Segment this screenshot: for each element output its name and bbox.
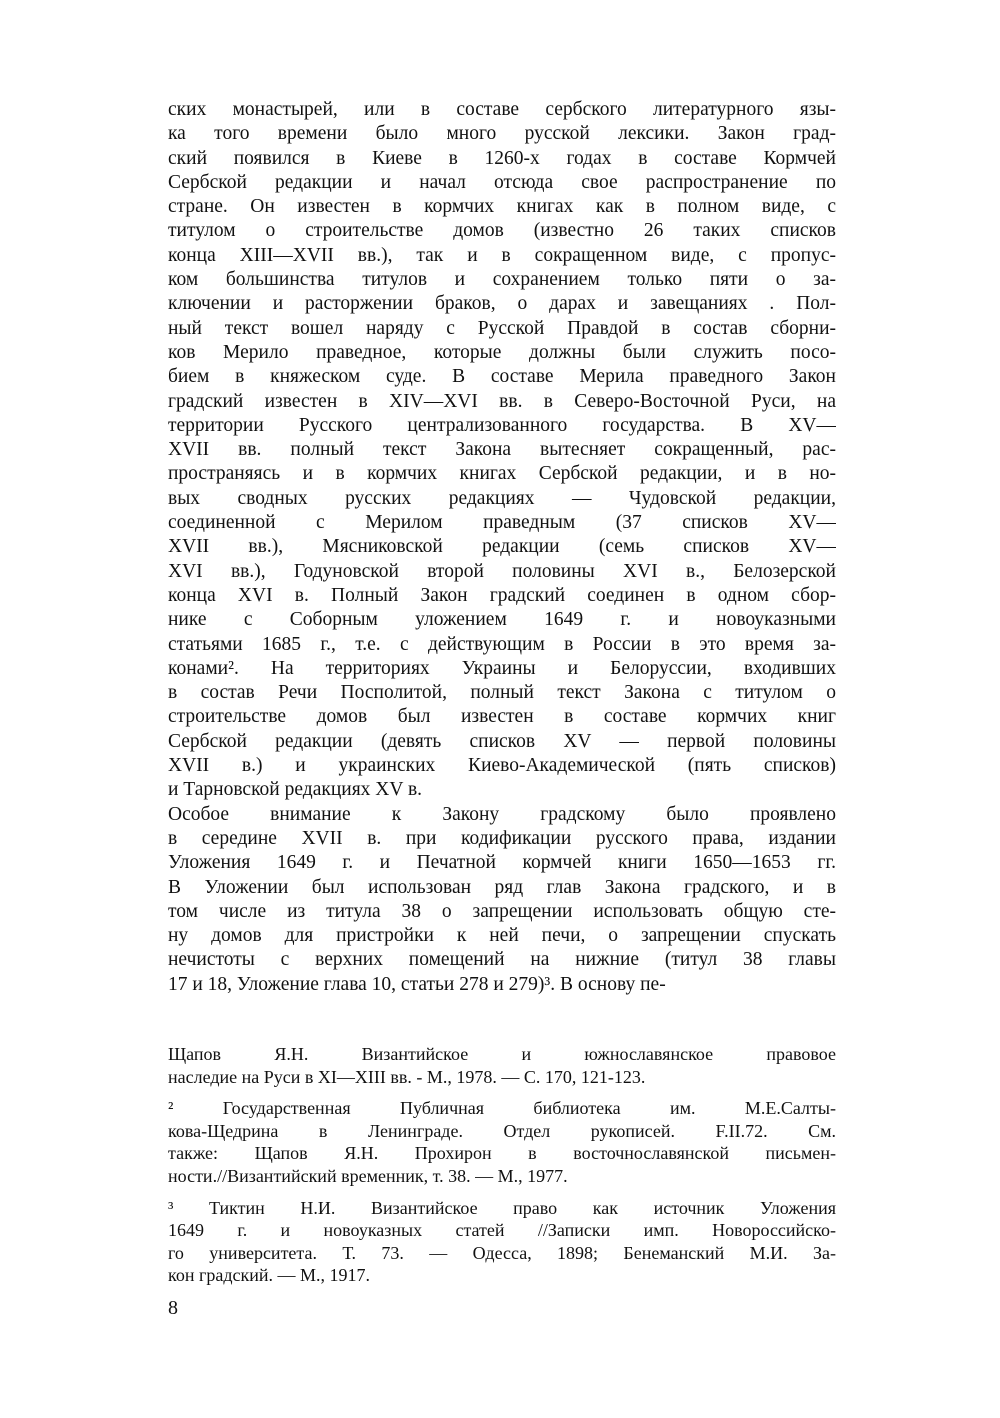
body-line: Сербской редакции и начал отсюда свое распространение по: [168, 171, 836, 193]
body-line: Сербской редакции (девять списков XV — первой половины: [168, 730, 836, 752]
body-line: ский появился в Киеве в 1260-х годах в составе Кормчей: [168, 147, 836, 169]
body-line: титулом о строительстве домов (известно 26 таких списков: [168, 220, 836, 242]
body-line: нике с Соборным уложением 1649 г. и новоуказными: [168, 609, 836, 631]
footnote-line: наследие на Руси в XI—XIII вв. - М., 1978. — С. 170, 121-123.: [168, 1066, 646, 1087]
footnote-line: кова-Щедрина в Ленинграде. Отдел рукописей. F.II.72. См.: [168, 1120, 836, 1141]
body-line: в середине XVII в. при кодификации русского права, издании: [168, 827, 836, 849]
body-line: 17 и 18, Уложение глава 10, статьи 278 и 279)³. В основу пе-: [168, 973, 666, 995]
footnote-2: [168, 1097, 836, 1187]
body-line: Особое внимание к Закону градскому было проявлено: [168, 803, 836, 825]
body-line: том числе из титула 38 о запрещении использовать общую сте-: [168, 900, 836, 922]
body-line: территории Русского централизованного государства. В XV—: [168, 414, 836, 436]
footnote-line: ³ Тиктин Н.И. Византийское право как источник Уложения: [168, 1197, 836, 1218]
body-line: строительстве домов был известен в составе кормчих книг: [168, 706, 836, 728]
body-line: ком большинства титулов и сохранением только пяти о за-: [168, 269, 836, 291]
footnote-3: [168, 1197, 836, 1287]
body-line: XVII вв. полный текст Закона вытесняет сокращенный, рас-: [168, 439, 836, 461]
footnote-line: го университета. Т. 73. — Одесса, 1898; Бенеманский М.И. За-: [168, 1242, 836, 1263]
body-line: ских монастырей, или в составе сербского литературного язы-: [168, 99, 836, 120]
body-line: ка того времени было много русской лексики. Закон град-: [168, 123, 836, 145]
body-line: конами². На территориях Украины и Белоруссии, входивших: [168, 657, 836, 679]
page-number: 8: [168, 1297, 178, 1319]
body-line: статьями 1685 г., т.е. с действующим в России в это время за-: [168, 633, 836, 655]
body-line: конца XVI в. Полный Закон градский соединен в одном сбор-: [168, 584, 836, 606]
body-line: В Уложении был использован ряд глав Закона градского, и в: [168, 876, 836, 898]
body-line: ну домов для пристройки к ней печи, о запрещении спускать: [168, 925, 836, 947]
body-line: ный текст вошел наряду с Русской Правдой в состав сборни-: [168, 317, 836, 339]
body-line: конца XIII—XVII вв.), так и в сокращенном виде, с пропус-: [168, 244, 836, 266]
body-line: градский известен в XIV—XVI вв. в Северо-Восточной Руси, на: [168, 390, 836, 412]
body-line: XVII в.) и украинских Киево-Академической (пять списков): [168, 755, 836, 777]
footnote-line: также: Щапов Я.Н. Прохирон в восточнославянской письмен-: [168, 1143, 836, 1164]
body-line: ключении и расторжении браков, о дарах и завещаниях . Пол-: [168, 293, 836, 315]
footnote-line: ности.//Византийский временник, т. 38. — М., 1977.: [168, 1165, 568, 1186]
footnote-1: [168, 1043, 836, 1088]
body-line: в состав Речи Посполитой, полный текст Закона с титулом о: [168, 682, 836, 704]
footnote-gap: [168, 1088, 836, 1097]
body-line: ков Мерило праведное, которые должны были служить посо-: [168, 341, 836, 363]
body-line: нечистоты с верхних помещений на нижние (титул 38 главы: [168, 949, 836, 971]
footnote-line: Щапов Я.Н. Византийское и южнославянское правовое: [168, 1044, 836, 1064]
body-line: бием в княжеском суде. В составе Мерила праведного Закон: [168, 366, 836, 388]
body-line: XVI вв.), Годуновской второй половины XVI в., Белозерской: [168, 560, 836, 582]
body-line: и Тарновской редакциях XV в.: [168, 779, 423, 801]
body-line: XVII вв.), Мясниковской редакции (семь списков XV—: [168, 536, 836, 558]
body-line: пространяясь и в кормчих книгах Сербской редакции, и в но-: [168, 463, 836, 485]
footnotes: [168, 1043, 836, 1287]
body-line: стране. Он известен в кормчих книгах как в полном виде, с: [168, 196, 836, 218]
footnote-gap: [168, 1188, 836, 1197]
footnote-line: ² Государственная Публичная библиотека им. М.Е.Салты-: [168, 1098, 836, 1119]
body-line: соединенной с Мерилом праведным (37 списков XV—: [168, 512, 836, 534]
footnote-line: кон градский. — М., 1917.: [168, 1265, 370, 1286]
body-text: [168, 98, 836, 997]
footnote-line: 1649 г. и новоуказных статей //Записки имп. Новороссийско-: [168, 1220, 836, 1241]
body-line: Уложения 1649 г. и Печатной кормчей книги 1650—1653 гг.: [168, 852, 836, 874]
body-line: вых сводных русских редакциях — Чудовской редакции,: [168, 487, 836, 509]
